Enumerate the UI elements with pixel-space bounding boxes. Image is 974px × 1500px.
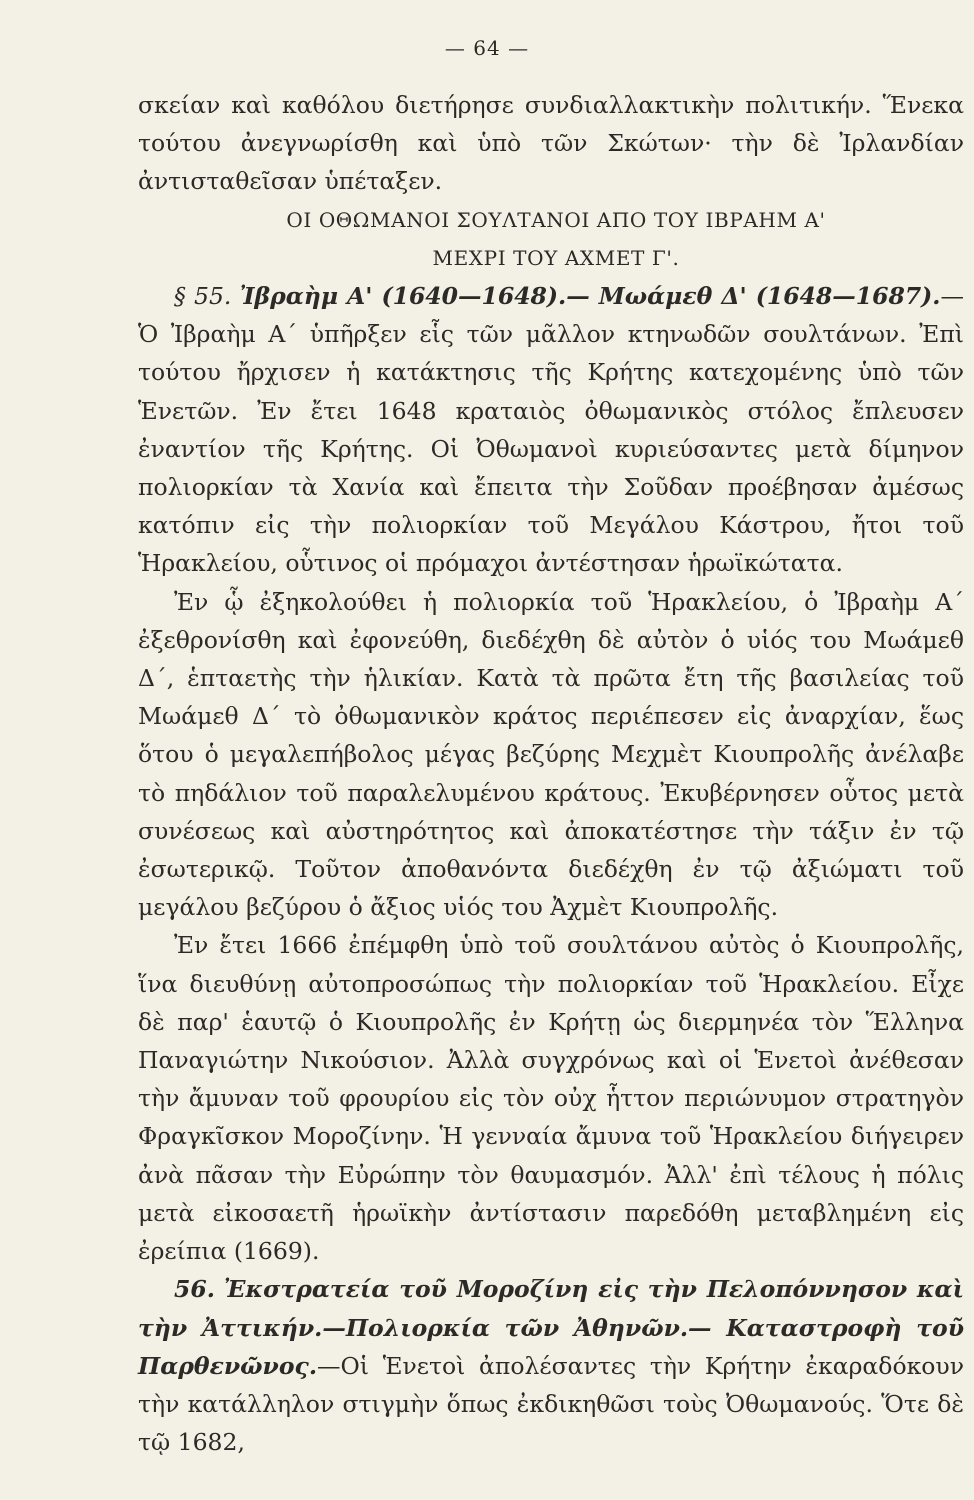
- page-number: — 64 —: [444, 36, 530, 60]
- section-55-text: — Ὁ Ἰβραὴμ Α΄ ὑπῆρξεν εἷς τῶν μᾶλλον κτηνωδῶν σουλτάνων. Ἐπὶ τούτου ἤρχισεν ἡ κατάκτησις τῆς Κρήτης κατεχομένης ὑπὸ τῶν Ἑνετῶν. Ἐν ἔτει 1648 κραταιὸς ὀθωμανικὸς στόλος ἔπλευσεν ἐναντίον τῆς Κρήτης. Οἱ Ὀθωμανοὶ κυριεύσαντες μετὰ δίμηνον πολιορκίαν τὰ Χανία καὶ ἔπειτα τὴν Σοῦδαν προέβησαν ἀμέσως κατόπιν εἰς τὴν πολιορκίαν τοῦ Μεγάλου Κάστρου, ἤτοι τοῦ Ἡρακλείου, οὗτινος οἱ πρόμαχοι ἀντέστησαν ἡρωϊκώτατα.: [138, 282, 964, 578]
- section-56: [138, 1270, 964, 1461]
- section-55-number: § 55.: [174, 282, 232, 311]
- section-56-title: Ἐκστρατεία τοῦ Μοροζίνη εἰς τὴν Πελοπόννησον καὶ τὴν Ἀττικήν.—Πολιορκία τῶν Ἀθηνῶν.— Καταστροφὴ τοῦ Παρθενῶνος.: [138, 1275, 964, 1380]
- section-55-title: Ἰβραὴμ Α' (1640—1648).— Μωάμεθ Δ' (1648—1687).: [239, 282, 941, 311]
- page-body: [138, 86, 964, 1461]
- chapter-heading: [148, 201, 964, 277]
- paragraph-ibrahim-succession: Ἐν ᾧ ἐξηκολούθει ἡ πολιορκία τοῦ Ἡρακλείου, ὁ Ἰβραὴμ Α΄ ἐξεθρονίσθη καὶ ἐφονεύθη, διεδέχθη δὲ αὐτὸν ὁ υἱός του Μωάμεθ Δ΄, ἑπταετὴς τὴν ἡλικίαν. Κατὰ τὰ πρῶτα ἔτη τῆς βασιλείας τοῦ Μωάμεθ Δ΄ τὸ ὀθωμανικὸν κράτος περιέπεσεν εἰς ἀναρχίαν, ἕως ὅτου ὁ μεγαλεπήβολος μέγας βεζύρης Μεχμὲτ Κιουπρολῆς ἀνέλαβε τὸ πηδάλιον τοῦ παραλελυμένου κράτους. Ἐκυβέρνησεν οὗτος μετὰ συνέσεως καὶ αὐστηρότητος καὶ ἀποκατέστησε τὴν τάξιν ἐν τῷ ἐσωτερικῷ. Τοῦτον ἀποθανόντα διεδέχθη ἐν τῷ ἀξιώματι τοῦ μεγάλου βεζύρου ὁ ἄξιος υἱός του Ἀχμὲτ Κιουπρολῆς.: [138, 587, 964, 922]
- paragraph-siege-of-heraklion: Ἐν ἔτει 1666 ἐπέμφθη ὑπὸ τοῦ σουλτάνου αὐτὸς ὁ Κιουπρολῆς, ἵνα διευθύνῃ αὐτοπροσώπως τὴν πολιορκίαν τοῦ Ἡρακλείου. Εἶχε δὲ παρ' ἑαυτῷ ὁ Κιουπρολῆς ἐν Κρήτῃ ὡς διερμηνέα τὸν Ἕλληνα Παναγιώτην Νικούσιον. Ἀλλὰ συγχρόνως καὶ οἱ Ἑνετοὶ ἀνέθεσαν τὴν ἄμυναν τοῦ φρουρίου εἰς τὸν οὐχ ἧττον περιώνυμον στρατηγὸν Φραγκῖσκον Μοροζίνην. Ἡ γενναία ἄμυνα τοῦ Ἡρακλείου διήγειρεν ἀνὰ πᾶσαν τὴν Εὐρώπην τὸν θαυμασμόν. Ἀλλ' ἐπὶ τέλους ἡ πόλις μετὰ εἰκοσαετῆ ἡρωϊκὴν ἀντίστασιν παρεδόθη μεταβλημένη εἰς ἐρείπια (1669).: [138, 931, 964, 1266]
- section-55: [138, 277, 964, 583]
- paragraph-continuation: σκείαν καὶ καθόλου διετήρησε συνδιαλλακτικὴν πολιτικήν. Ἕνεκα τούτου ἀνεγνωρίσθη καὶ ὑπὸ τῶν Σκώτων· τὴν δὲ Ἰρλανδίαν ἀντισταθεῖσαν ὑπέταξεν.: [138, 91, 964, 196]
- chapter-heading-line-2: ΜΕΧΡΙ ΤΟΥ ΑΧΜΕΤ Γ'.: [432, 245, 680, 270]
- section-56-number: 56.: [174, 1275, 215, 1304]
- chapter-heading-line-1: ΟΙ ΟΘΩΜΑΝΟΙ ΣΟΥΛΤΑΝΟΙ ΑΠΟ ΤΟΥ ΙΒΡΑΗΜ Α': [286, 207, 826, 232]
- section-56-text: —Οἱ Ἑνετοὶ ἀπολέσαντες τὴν Κρήτην ἐκαραδόκουν τὴν κατάλληλον στιγμὴν ὅπως ἐκδικηθῶσι τοὺς Ὀθωμανούς. Ὅτε δὲ τῷ 1682,: [138, 1351, 964, 1457]
